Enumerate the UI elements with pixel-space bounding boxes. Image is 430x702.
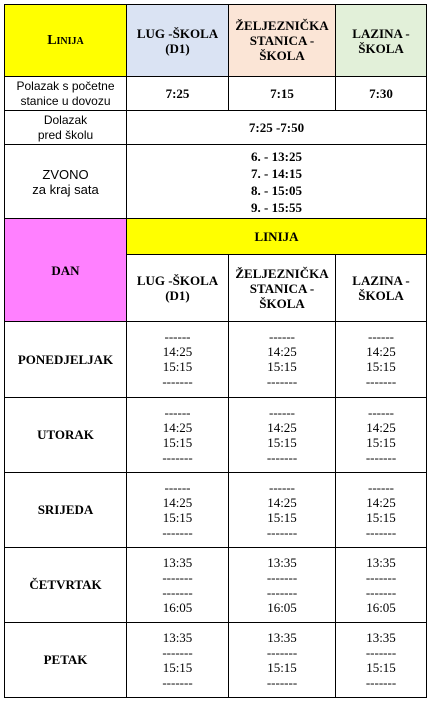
time-entry: ------ [269, 329, 295, 345]
day-times-lug [127, 397, 229, 472]
time-entry: 15:15 [366, 509, 396, 525]
time-entry: ------ [368, 404, 394, 420]
day-name: PETAK [5, 622, 127, 697]
route-name-line: (D1) [165, 288, 190, 304]
time-entry: ------ [164, 404, 191, 420]
time-entry: 15:15 [267, 659, 297, 675]
time-entry: ------ [368, 479, 394, 495]
day-name: SRIJEDA [5, 472, 127, 547]
route-name-line: LUG -ŠKOLA [136, 25, 219, 41]
time-entry: 14:25 [366, 419, 396, 435]
linija-header-cell [5, 5, 127, 77]
bus-schedule-table [4, 4, 427, 698]
time-entry: 13:35 [267, 629, 297, 645]
time-entry: 14:25 [162, 344, 193, 360]
time-entry: ------- [365, 569, 397, 585]
time-entry: ------- [365, 524, 397, 540]
bell-row [5, 145, 427, 219]
time-entry: ------ [164, 329, 191, 345]
time-entry: ------ [164, 479, 191, 495]
time-entry: ------- [266, 374, 298, 390]
day-times-lug [127, 322, 229, 397]
route-name-line: (D1) [165, 40, 190, 56]
route-name-line: LUG -ŠKOLA [136, 273, 219, 289]
time-entry: ------- [365, 374, 397, 390]
time-entry: 15:15 [366, 434, 396, 450]
time-entry: 15:15 [162, 659, 193, 675]
schedule-linija-cell [127, 219, 427, 255]
time-entry: 13:35 [267, 554, 297, 570]
time-entry: ------ [269, 404, 295, 420]
route-name-line: LAZINA - [352, 273, 410, 289]
time-entry: 15:15 [267, 509, 297, 525]
day-row [5, 622, 427, 697]
day-row [5, 547, 427, 622]
time-entry: 13:35 [366, 554, 396, 570]
time-entry: ------ [368, 329, 394, 345]
bell-label-cell [5, 145, 127, 219]
time-entry: 15:15 [162, 434, 193, 450]
bell-label-line: ZVONO [42, 166, 89, 182]
bell-times-cell [127, 145, 427, 219]
time-entry: ------- [266, 674, 298, 690]
route-name-line: ŠKOLA [358, 40, 404, 56]
time-entry: ------- [162, 584, 193, 600]
bell-label-line: za kraj sata [32, 181, 99, 197]
schedule-route-zeljeznicka [229, 255, 336, 322]
route-name-line: ŠKOLA [259, 295, 305, 311]
day-times-zeljeznicka [229, 622, 336, 697]
day-times-zeljeznicka [229, 397, 336, 472]
time-entry: ------- [266, 644, 298, 660]
departure-row [5, 77, 427, 111]
time-entry: 15:15 [366, 659, 396, 675]
time-entry: 15:15 [267, 359, 297, 375]
schedule-route-lug [127, 255, 229, 322]
time-entry: ------- [162, 449, 193, 465]
time-entry: ------- [266, 584, 298, 600]
day-name: ČETVRTAK [5, 547, 127, 622]
schedule-linija-row [5, 219, 427, 255]
route-name-line: ŽELJEZNIČKA [235, 18, 329, 34]
time-entry: 14:25 [267, 344, 297, 360]
time-entry: 14:25 [162, 419, 193, 435]
time-entry: 16:05 [162, 599, 193, 615]
time-entry: ------- [266, 569, 298, 585]
time-entry: ------- [162, 374, 193, 390]
time-entry: 15:15 [267, 434, 297, 450]
arrival-label-cell [5, 111, 127, 145]
day-times-zeljeznicka [229, 472, 336, 547]
route-header-zeljeznicka [229, 5, 336, 77]
time-entry: 15:15 [366, 359, 396, 375]
route-name-line: LAZINA - [352, 25, 410, 41]
day-times-lug [127, 622, 229, 697]
route-header-row [5, 5, 427, 77]
schedule-linija-label: LINIJA [254, 229, 299, 245]
time-entry: 14:25 [366, 494, 396, 510]
day-times-zeljeznicka [229, 547, 336, 622]
departure-label-line: stanice u dovozu [20, 93, 111, 108]
day-name: UTORAK [5, 397, 127, 472]
time-entry: ------- [365, 674, 397, 690]
time-entry: ------- [365, 644, 397, 660]
day-times-lazina [336, 397, 427, 472]
time-entry: 13:35 [366, 629, 396, 645]
day-row [5, 322, 427, 397]
route-name-line: STANICA - [249, 280, 315, 296]
day-times-zeljeznicka [229, 322, 336, 397]
departure-label-cell [5, 77, 127, 111]
day-times-lug [127, 472, 229, 547]
time-entry: 15:15 [162, 509, 193, 525]
bell-entry: 9. - 15:55 [251, 199, 302, 215]
departure-time-zeljeznicka: 7:15 [229, 77, 336, 111]
route-header-lug [127, 5, 229, 77]
arrival-time: 7:25 -7:50 [127, 111, 427, 145]
route-name-line: ŠKOLA [259, 48, 305, 64]
time-entry: ------ [269, 479, 295, 495]
time-entry: 16:05 [267, 599, 297, 615]
time-entry: 15:15 [162, 359, 193, 375]
time-entry: 16:05 [366, 599, 396, 615]
day-name: PONEDJELJAK [5, 322, 127, 397]
time-entry: ------- [162, 674, 193, 690]
time-entry: ------- [162, 524, 193, 540]
day-times-lazina [336, 472, 427, 547]
route-name-line: ŽELJEZNIČKA [235, 265, 329, 281]
route-header-lazina [336, 5, 427, 77]
bell-entry: 6. - 13:25 [251, 148, 302, 164]
route-name-line: ŠKOLA [358, 288, 404, 304]
day-row [5, 472, 427, 547]
time-entry: 14:25 [267, 494, 297, 510]
time-entry: 14:25 [366, 344, 396, 360]
day-times-lazina [336, 547, 427, 622]
route-name-line: STANICA - [249, 33, 315, 49]
dan-label: DAN [51, 262, 80, 278]
departure-time-lug: 7:25 [127, 77, 229, 111]
dan-header-cell [5, 219, 127, 322]
time-entry: 14:25 [162, 494, 193, 510]
day-times-lazina [336, 622, 427, 697]
time-entry: ------- [162, 644, 193, 660]
day-times-lazina [336, 322, 427, 397]
time-entry: 13:35 [162, 629, 193, 645]
time-entry: ------- [365, 584, 397, 600]
day-times-lug [127, 547, 229, 622]
departure-label-line: Polazak s početne [16, 78, 115, 93]
bell-entry: 8. - 15:05 [251, 182, 302, 198]
arrival-label-line: Dolazak [43, 112, 88, 127]
time-entry: ------- [266, 449, 298, 465]
arrival-row [5, 111, 427, 145]
arrival-label-line: pred školu [37, 127, 94, 142]
departure-time-lazina: 7:30 [336, 77, 427, 111]
time-entry: 14:25 [267, 419, 297, 435]
time-entry: ------- [162, 569, 193, 585]
time-entry: 13:35 [162, 554, 193, 570]
linija-label: Linija [47, 33, 84, 49]
time-entry: ------- [365, 449, 397, 465]
day-row [5, 397, 427, 472]
schedule-route-lazina [336, 255, 427, 322]
bell-entry: 7. - 14:15 [251, 165, 302, 181]
time-entry: ------- [266, 524, 298, 540]
